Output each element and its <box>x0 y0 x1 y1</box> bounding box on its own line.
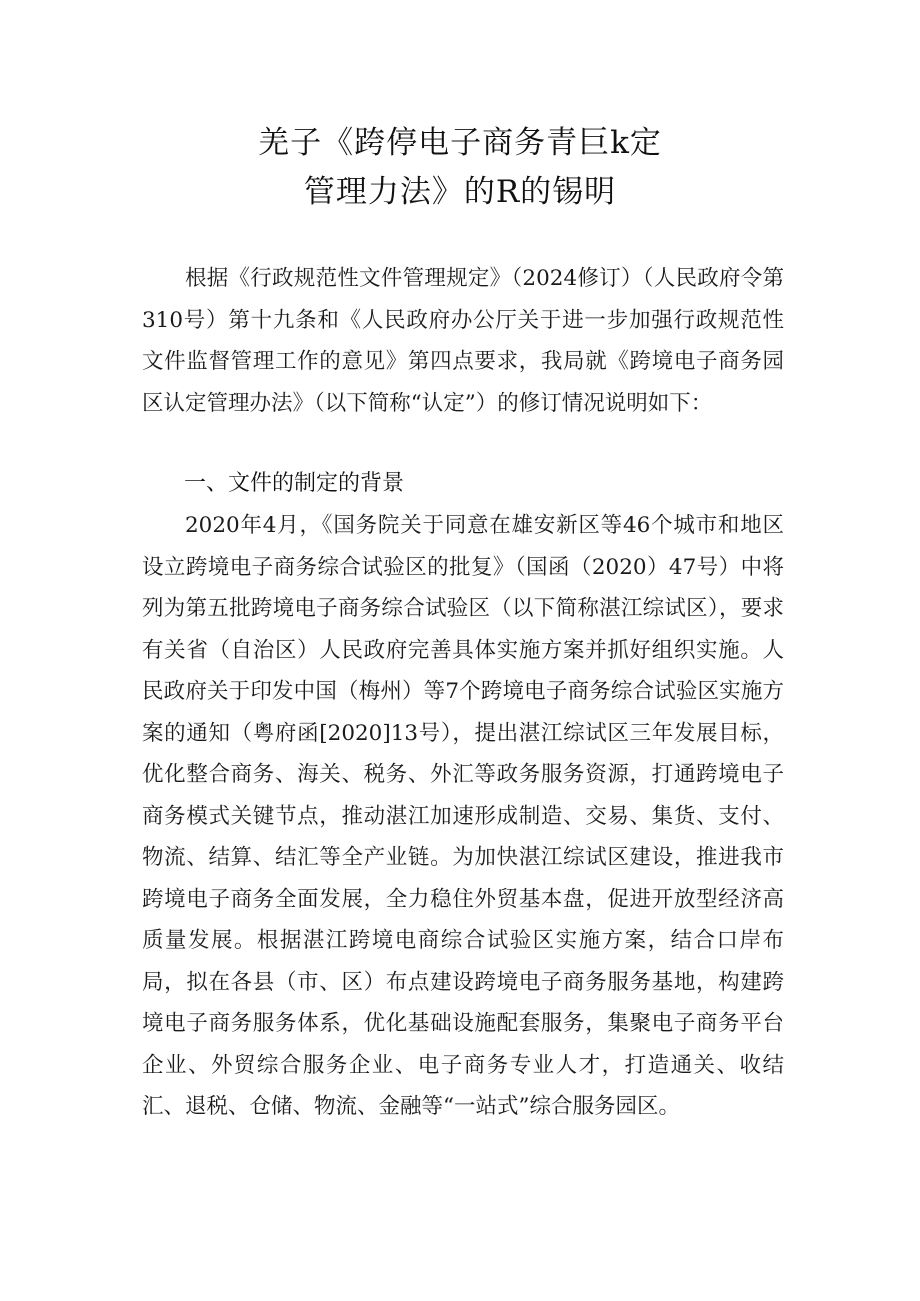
section-heading-background: 一、文件的制定的背景 <box>184 471 405 496</box>
intro-paragraph-block <box>142 258 784 424</box>
background-paragraph: 2020年4月，《国务院关于同意在雄安新区等46个城市和地区设立跨境电子商务综合试验区的批复》（国函（2020）47号）中将列为第五批跨境电子商务综合试验区（以下简称湛江综试区），要求有关省（自治区）人民政府完善具体实施方案并抓好组织实施。人民政府关于印发中国（梅州）等7个跨境电子商务综合试验区实施方案的通知（粤府函[2020]13号），提出湛江综试区三年发展目标，优化整合商务、海关、税务、外汇等政务服务资源，打通跨境电子商务模式关键节点，推动湛江加速形成制造、交易、集货、支付、物流、结算、结汇等全产业链。为加快湛江综试区建设，推进我市跨境电子商务全面发展，全力稳住外贸基本盘，促进开放型经济高质量发展。根据湛江跨境电商综合试验区实施方案，结合口岸布局，拟在各县（市、区）布点建设跨境电子商务服务基地，构建跨境电子商务服务体系，优化基础设施配套服务，集聚电子商务平台企业、外贸综合服务企业、电子商务专业人才，打造通关、收结汇、退税、仓储、物流、金融等“一站式”综合服务园区。 <box>142 513 784 1119</box>
document-title-line-2: 管理力法》的R的锡明 <box>303 174 617 210</box>
background-paragraph-block <box>142 505 784 1128</box>
intro-paragraph: 根据《行政规范性文件管理规定》（2024修订）（人民政府令第310号）第十九条和《人民政府办公厅关于进一步加强行政规范性文件监督管理工作的意见》第四点要求，我局就《跨境电子商务园区认定管理办法》（以下简称“认定”）的修订情况说明如下： <box>142 266 784 416</box>
document-title-line-1: 羌子《跨停电子商务青巨k定 <box>258 125 662 161</box>
